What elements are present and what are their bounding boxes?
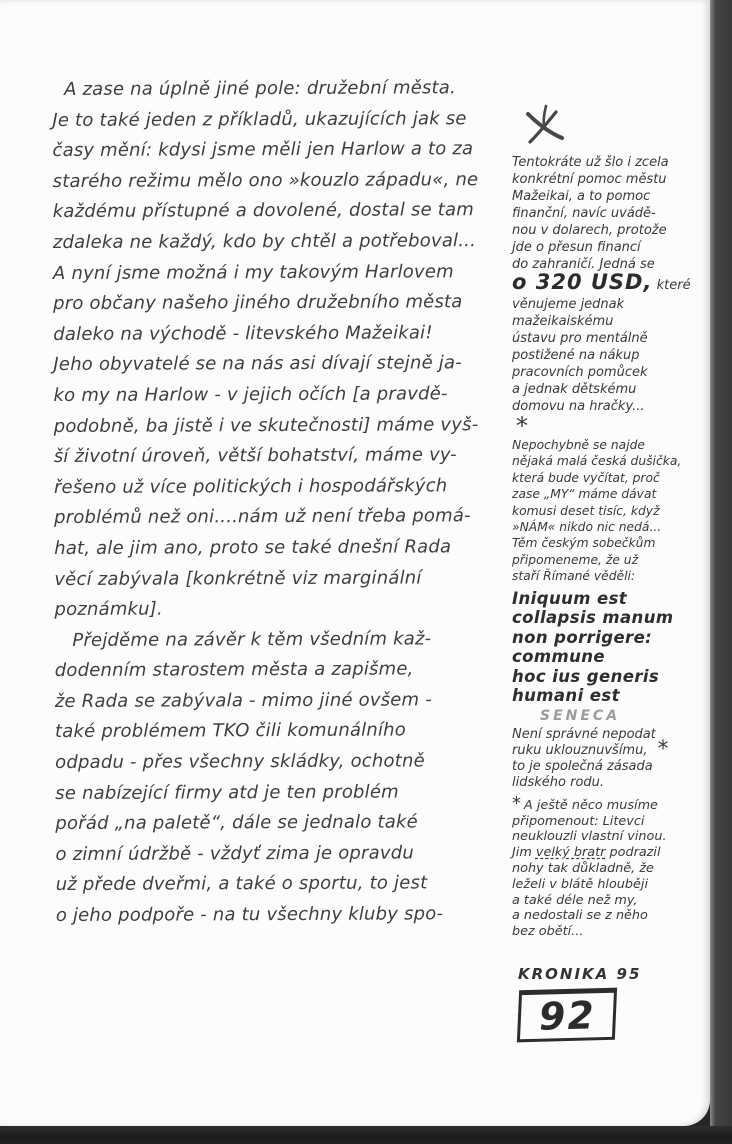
main-text-line: věcí zabývala [konkrétně viz marginální: [54, 566, 422, 590]
underlined-phrase: velký bratr: [535, 845, 606, 861]
margin-note-line: nohy tak důkladně, že: [512, 861, 654, 877]
margin-note-line: věnujeme jednak: [512, 297, 625, 312]
main-text-line: starého režimu mělo ono »kouzlo západu«, ne: [52, 168, 479, 192]
scan-bottom-edge: [0, 1126, 732, 1144]
latin-quote-line: humani est: [512, 686, 620, 706]
main-text-line: problémů než oni....nám už není třeba pomá-: [54, 505, 471, 529]
main-text-line: ko my na Harlow - v jejich očích [a pravdě-: [53, 383, 448, 406]
margin-note-line: Mažeikai, a to pomoc: [512, 189, 651, 204]
margin-note-line: to je společná zásada: [512, 759, 653, 775]
main-text-line: už přede dveřmi, a také o sportu, to jest: [55, 872, 428, 896]
margin-note-line: nějaká malá česká dušička,: [512, 454, 682, 469]
margin-note-line: do zahraničí. Jedná se: [512, 257, 655, 272]
latin-quote: [512, 589, 710, 706]
margin-note-czech-souls: [512, 437, 710, 585]
margin-note-line: bez obětí...: [512, 924, 584, 940]
main-text-line: Je to také jeden z příkladů, ukazujících jak se: [52, 107, 467, 131]
asterisk-marker: *: [512, 792, 521, 814]
margin-note-line: domovu na hračky...: [512, 399, 645, 414]
latin-quote-line: hoc ius generis: [512, 666, 660, 686]
margin-note-line: postižené na nákup: [512, 348, 640, 363]
scan-right-edge: [710, 0, 732, 1126]
donation-amount-line: [512, 270, 710, 294]
margin-note-line: leželi v blátě hlouběji: [512, 876, 649, 892]
quote-attribution: SENECA: [540, 707, 621, 724]
margin-note-line: a také déle než my,: [512, 892, 638, 908]
margin-note-line: připomenout: Litevci: [512, 813, 645, 829]
margin-note-line: nou v dolarech, protože: [512, 223, 667, 238]
main-text-line: odpadu - přes všechny skládky, ochotně: [55, 750, 425, 774]
margin-note-line: [512, 845, 710, 861]
margin-note-line: která bude vyčítat, proč: [512, 470, 660, 485]
margin-note-line: a nedostali se z něho: [512, 908, 648, 924]
margin-note-line: finanční, navíc uvádě-: [512, 206, 656, 221]
page-number-box: [517, 988, 617, 1043]
margin-note-line: staří Římané věděli:: [512, 569, 636, 584]
margin-note-lines: [512, 861, 710, 940]
main-text-line: že Rada se zabývala - mimo jiné ovšem -: [54, 689, 432, 712]
margin-note-text: Jim: [512, 845, 536, 861]
main-text-line: se nabízející firmy atd je ten problém: [55, 781, 399, 804]
main-text-line: A nyní jsme možná i my takovým Harlovem: [52, 260, 454, 284]
latin-quote-line: collapsis manum: [512, 608, 674, 628]
margin-note-line: Tentokráte už šlo i zcela: [512, 155, 669, 170]
chronicle-label: KRONIKA 95: [518, 965, 642, 984]
main-text-line: dodenním starostem města a zapišme,: [54, 658, 414, 682]
main-text-line: časy mění: kdysi jsme měli jen Harlow a to za: [52, 138, 474, 162]
margin-note-lines: [512, 814, 710, 846]
margin-note-line: konkrétní pomoc městu: [512, 172, 667, 187]
margin-note-line: ústavu pro mentálně: [512, 331, 648, 346]
main-text-line: také problémem TKO čili komunálního: [54, 719, 407, 743]
margin-note-line: Nepochybně se najde: [512, 438, 645, 452]
margin-note-line: Není správné nepodat: [512, 726, 656, 742]
margin-note-text: A ještě něco musíme: [524, 797, 658, 813]
main-text-line: pro občany našeho jiného družebního města: [53, 291, 463, 315]
donation-amount: o 320 USD,: [512, 270, 653, 294]
margin-notes-column: [512, 104, 710, 1041]
main-text-line: řešeno už více politických i hospodářských: [53, 475, 448, 498]
main-text-line: ší životní úroveň, větší bohatství, máme vy-: [53, 444, 457, 468]
main-text-line: hat, ale jim ano, proto se také dnešní Rada: [54, 536, 452, 559]
margin-note-line: [512, 737, 710, 763]
latin-quote-line: Iniquum est: [512, 588, 628, 608]
margin-note-financial-aid-cont: [512, 296, 710, 415]
margin-note-line: zase „MY“ máme dávat: [512, 487, 657, 502]
main-text-line: o jeho podpoře - na tu všechny kluby spo-: [55, 903, 444, 927]
margin-note-line: pracovních pomůcek: [512, 365, 648, 380]
margin-note-line: [512, 792, 710, 814]
margin-note-line: a jednak dětskému: [512, 382, 637, 397]
margin-note-financial-aid: [512, 154, 710, 273]
main-text-line: o zimní údržbě - vždyť zima je opravdu: [55, 842, 414, 865]
margin-note-line: připomeneme, že už: [512, 552, 639, 567]
margin-note-line: »NÁM« nikdo nic nedá...: [512, 520, 662, 535]
margin-note-line: mažeikaiskému: [512, 314, 614, 329]
main-text-line: Přejděme na závěr k těm všedním kaž-: [54, 628, 432, 651]
main-text-line: daleko na východě - litevského Mažeikai!: [53, 322, 433, 345]
latin-quote-line: commune: [512, 647, 605, 667]
main-text-line: A zase na úplně jiné pole: družební města.: [52, 77, 456, 101]
margin-note-line: lidského rodu.: [512, 775, 605, 791]
main-text-column: [52, 73, 526, 932]
margin-note-line: neuklouzli vlastní vinou.: [512, 829, 667, 845]
margin-note-text: ruku uklouznuvšímu,: [512, 743, 648, 759]
main-text-line: Jeho obyvatelé se na nás asi dívají stejně ja-: [53, 352, 462, 376]
margin-note-translation: [512, 727, 710, 791]
main-text-line: pořád „na paletě“, dále se jednalo také: [55, 811, 418, 835]
margin-note-line: komusi deset tisíc, když: [512, 503, 660, 518]
main-text-line: poznámku].: [54, 598, 163, 621]
margin-note-text: podrazil: [605, 845, 661, 861]
donation-amount-rest: které: [652, 278, 691, 293]
page-number: 92: [537, 992, 596, 1039]
asterisk-marker: *: [516, 412, 528, 440]
main-text-line: zdaleka ne každý, kdo by chtěl a potřeboval...: [52, 230, 477, 253]
asterisk-marker: *: [657, 737, 669, 763]
latin-quote-line: non porrigere:: [512, 627, 653, 647]
margin-note-line: Těm českým sobečkům: [512, 536, 656, 551]
margin-note-line: jde o přesun financí: [512, 240, 641, 255]
asterisk-icon: [522, 104, 710, 150]
main-text-line: každému přístupné a dovolené, dostal se tam: [52, 199, 475, 223]
main-text-line: podobně, ba jistě i ve skutečnosti] máme vyš-: [53, 413, 479, 437]
margin-note-big-brother: [512, 792, 710, 940]
